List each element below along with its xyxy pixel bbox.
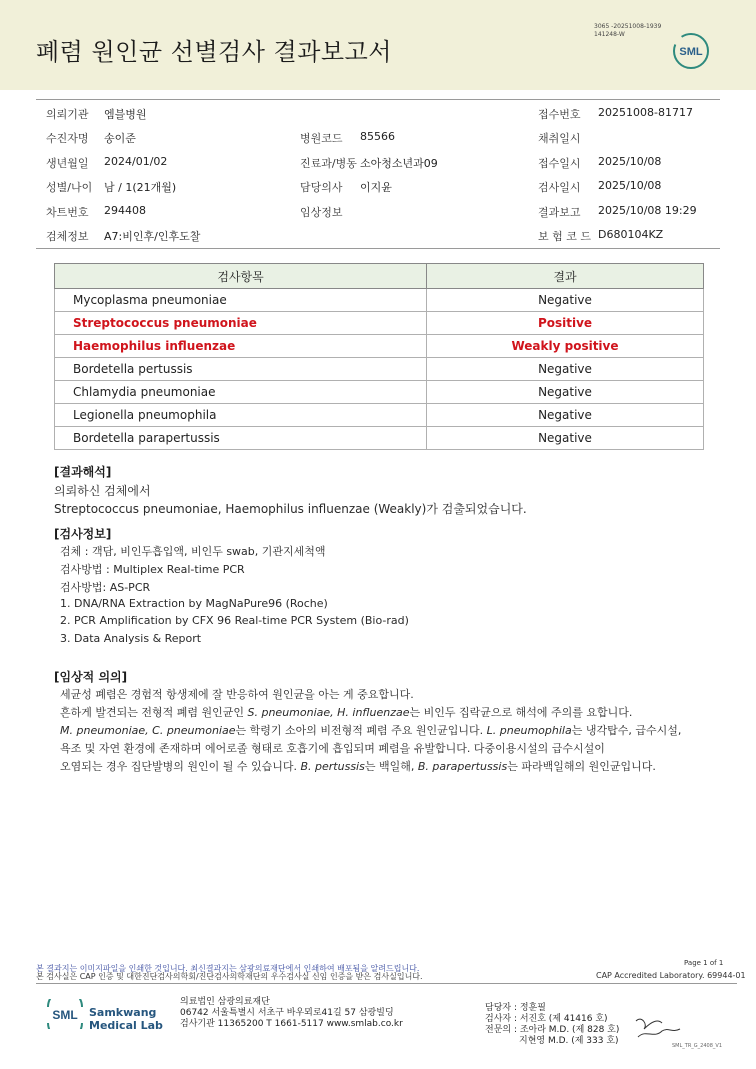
- clinical-text: 흔하게 발견되는 전형적 폐렴 원인균인: [60, 706, 248, 719]
- clinical-species: S. pneumoniae, H. influenzae: [247, 706, 410, 719]
- address-line: 06742 서울특별시 서초구 바우뫼로41길 57 삼광빌딩: [180, 1008, 394, 1018]
- chart-no-value: 294408: [104, 204, 146, 217]
- sml-footer-logo-icon: [44, 999, 86, 1029]
- test-info-line: 검체 : 객담, 비인두흡입액, 비인두 swab, 기관지세척액: [60, 545, 326, 558]
- dept-label: 진료과/병동: [300, 157, 357, 170]
- test-result: Negative: [427, 404, 704, 427]
- test-result: Weakly positive: [427, 335, 704, 358]
- test-info-line: 1. DNA/RNA Extraction by MagNaPure96 (Roche): [60, 597, 328, 610]
- test-info-line: 검사방법: AS-PCR: [60, 581, 151, 594]
- sex-age-value: 남 / 1(21개월): [104, 181, 177, 194]
- lab-address: [180, 997, 403, 1030]
- form-version: SML_TR_G_2408_V1: [672, 1043, 723, 1049]
- sml-logo-icon: [672, 32, 710, 70]
- insurance-code-value: D680104KZ: [598, 228, 664, 241]
- clinical-text: 는 파라백일해의 원인균입니다.: [507, 760, 656, 773]
- brand-line-2: Medical Lab: [89, 1019, 163, 1032]
- hospital-code-value: 85566: [360, 130, 395, 143]
- code-line-1: 3065 -20251008-1939: [594, 23, 662, 30]
- page-number: Page 1 of 1: [684, 959, 724, 967]
- clinical-text: 는 냉각탑수, 급수시설,: [571, 724, 682, 737]
- dob-value: 2024/01/02: [104, 155, 168, 168]
- code-line-2: 141248-W: [594, 31, 625, 38]
- receipt-no-value: 20251008-81717: [598, 106, 693, 119]
- image-print-warning: 본 결과지는 이미지파일을 인쇄한 것입니다. 최신결과지는 삼광의료재단에서 인쇄하여 배포됨을 알려드립니다.: [36, 964, 420, 973]
- patient-value: 송이준: [104, 132, 136, 145]
- staff-line: 담당자 : 정훈필: [485, 1003, 546, 1013]
- brand-name: [89, 1006, 163, 1032]
- clinical-line-5: [60, 758, 656, 774]
- results-header-row: [55, 264, 704, 289]
- clinical-line-2: [60, 704, 632, 720]
- test-result: Negative: [427, 381, 704, 404]
- receipt-no-label: 접수번호: [538, 108, 581, 121]
- info-bottom-divider: [36, 248, 720, 249]
- clinical-species: B. pertussis: [300, 760, 365, 773]
- clinical-line-3: [60, 722, 681, 738]
- hospital-code-label: 병원코드: [300, 132, 343, 145]
- test-item-name: Bordetella parapertussis: [55, 427, 427, 450]
- test-item-name: Haemophilus influenzae: [55, 335, 427, 358]
- table-row: [55, 381, 704, 404]
- clinical-info-label: 임상정보: [300, 206, 343, 219]
- clinical-text: 오염되는 경우 집단발병의 원인이 될 수 있습니다.: [60, 760, 301, 773]
- test-info-line: 3. Data Analysis & Report: [60, 632, 202, 645]
- table-row: [55, 335, 704, 358]
- address-line: 의료법인 삼광의료재단: [180, 997, 270, 1007]
- table-row: [55, 427, 704, 450]
- dob-label: 생년월일: [46, 157, 89, 170]
- sex-age-label: 성별/나이: [46, 181, 93, 194]
- staff-line: 전문의 : 조아라 M.D. (제 828 호): [485, 1025, 620, 1035]
- document-code: [594, 23, 661, 39]
- reported-value: 2025/10/08 19:29: [598, 204, 697, 217]
- reported-label: 결과보고: [538, 206, 581, 219]
- staff-line: 지현영 M.D. (제 333 호): [519, 1036, 619, 1046]
- interpretation-line-2: Streptococcus pneumoniae, Haemophilus influenzae (Weakly)가 검출되었습니다.: [54, 502, 527, 516]
- institution-label: 의뢰기관: [46, 108, 89, 121]
- doctor-label: 담당의사: [300, 181, 343, 194]
- signature-icon: [632, 1011, 684, 1041]
- interpretation-line-1: 의뢰하신 검체에서: [54, 484, 151, 498]
- cap-certification-note: 본 검사실은 CAP 인증 및 대한진단검사의학회/진단검사의학재단의 우수검사실 신임 인증을 받은 검사실입니다.: [36, 972, 423, 981]
- test-info-title: [검사정보]: [54, 527, 112, 541]
- svg-text:SML: SML: [52, 1008, 78, 1022]
- report-title: 폐렴 원인균 선별검사 결과보고서: [36, 38, 392, 66]
- footer-divider: [36, 983, 737, 984]
- table-row: [55, 312, 704, 335]
- collection-label: 채취일시: [538, 132, 581, 145]
- col-header-result: 결과: [427, 264, 704, 289]
- col-header-item: 검사항목: [55, 264, 427, 289]
- clinical-line-4: 욕조 및 자연 환경에 존재하며 에어로졸 형태로 호흡기에 흡입되며 폐렴을 유발합니다. 다중이용시설의 급수시설이: [60, 742, 605, 755]
- specimen-value: A7:비인후/인후도찰: [104, 230, 201, 243]
- interpretation-title: [결과해석]: [54, 465, 112, 479]
- doctor-value: 이지윤: [360, 181, 392, 194]
- table-row: [55, 289, 704, 312]
- clinical-text: 는 학령기 소아의 비전형적 폐렴 주요 원인균입니다.: [235, 724, 487, 737]
- test-item-name: Legionella pneumophila: [55, 404, 427, 427]
- test-item-name: Streptococcus pneumoniae: [55, 312, 427, 335]
- test-result: Negative: [427, 427, 704, 450]
- clinical-species: L. pneumophila: [486, 724, 572, 737]
- table-row: [55, 358, 704, 381]
- clinical-text: 는 백일해,: [364, 760, 418, 773]
- svg-text:SML: SML: [679, 46, 703, 58]
- test-item-name: Bordetella pertussis: [55, 358, 427, 381]
- results-table: [54, 263, 704, 450]
- clinical-text: 는 비인두 집락균으로 해석에 주의를 요합니다.: [409, 706, 633, 719]
- info-top-divider: [36, 99, 720, 100]
- clinical-species: B. parapertussis: [417, 760, 508, 773]
- clinical-species: M. pneumoniae, C. pneumoniae: [60, 724, 236, 737]
- clinical-line-1: 세균성 폐렴은 경험적 항생제에 잘 반응하여 원인균을 아는 게 중요합니다.: [60, 688, 414, 701]
- test-result: Negative: [427, 358, 704, 381]
- staff-line: 검사자 : 서진호 (제 41416 호): [485, 1014, 608, 1024]
- received-value: 2025/10/08: [598, 155, 662, 168]
- staff-list: [485, 1003, 619, 1047]
- cap-accredited: CAP Accredited Laboratory. 69944-01: [596, 971, 746, 980]
- test-item-name: Chlamydia pneumoniae: [55, 381, 427, 404]
- address-line: 검사기관 11365200 T 1661-5117 www.smlab.co.kr: [180, 1019, 403, 1029]
- test-info-line: 검사방법 : Multiplex Real-time PCR: [60, 563, 245, 576]
- dept-value: 소아청소년과09: [360, 157, 438, 170]
- received-label: 접수일시: [538, 157, 581, 170]
- specimen-label: 검체정보: [46, 230, 89, 243]
- tested-label: 검사일시: [538, 181, 581, 194]
- test-result: Negative: [427, 289, 704, 312]
- table-row: [55, 404, 704, 427]
- institution-value: 엠블병원: [104, 108, 147, 121]
- chart-no-label: 차트번호: [46, 206, 89, 219]
- insurance-code-label: 보 험 코 드: [538, 230, 591, 243]
- clinical-title: [임상적 의의]: [54, 670, 128, 684]
- patient-label: 수진자명: [46, 132, 89, 145]
- test-result: Positive: [427, 312, 704, 335]
- test-item-name: Mycoplasma pneumoniae: [55, 289, 427, 312]
- brand-line-1: Samkwang: [89, 1006, 157, 1019]
- test-info-line: 2. PCR Amplification by CFX 96 Real-time PCR System (Bio-rad): [60, 614, 409, 627]
- tested-value: 2025/10/08: [598, 179, 662, 192]
